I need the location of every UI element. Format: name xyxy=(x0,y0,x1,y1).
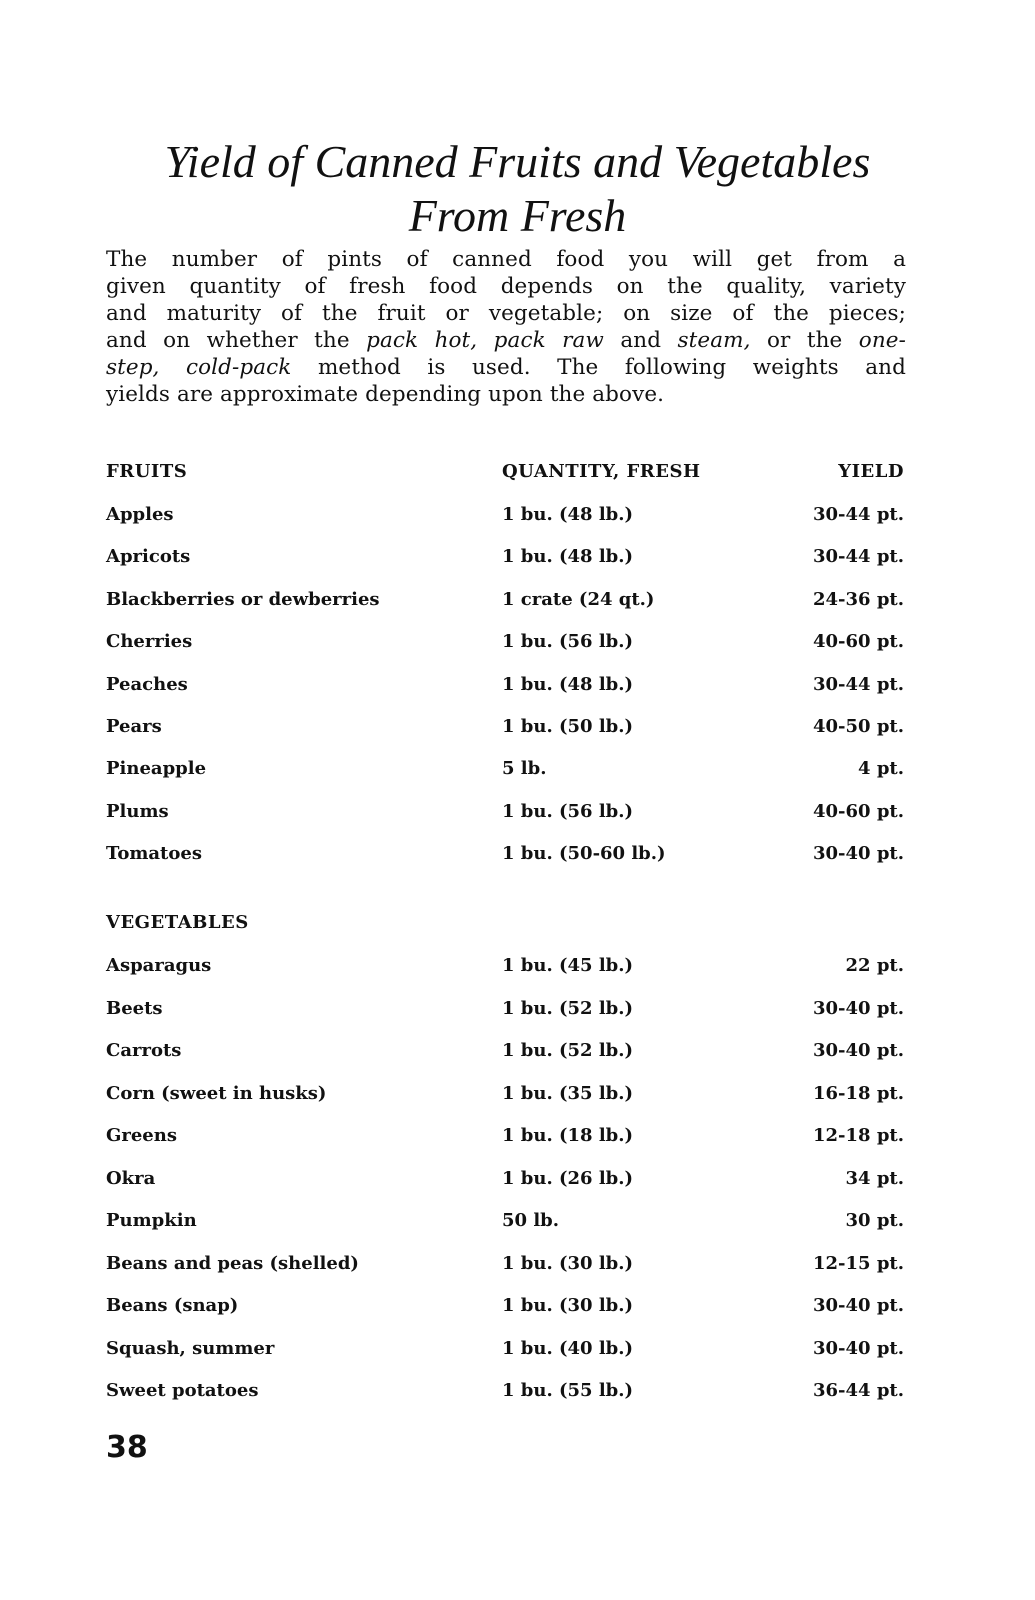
intro-emphasis: one- xyxy=(858,328,906,353)
item-name: Corn (sweet in husks) xyxy=(106,1082,327,1104)
item-name: Beans (snap) xyxy=(106,1295,239,1316)
item-name: Pineapple xyxy=(106,758,207,780)
item-quantity: 5 lb. xyxy=(502,758,547,780)
item-yield: 30-40 pt. xyxy=(812,1295,904,1316)
item-quantity: 1 bu. (30 lb.) xyxy=(502,1295,634,1316)
item-yield: 40-50 pt. xyxy=(812,716,904,737)
intro-line xyxy=(106,354,906,381)
item-quantity: 1 bu. (52 lb.) xyxy=(502,1040,634,1061)
column-header-fruits: FRUITS xyxy=(106,461,188,482)
item-quantity: 1 bu. (50-60 lb.) xyxy=(502,843,666,865)
item-quantity: 1 bu. (56 lb.) xyxy=(502,800,634,822)
item-yield: 30-44 pt. xyxy=(812,504,904,525)
item-name: Pumpkin xyxy=(106,1210,197,1231)
item-name: Plums xyxy=(106,800,169,822)
item-yield: 22 pt. xyxy=(845,955,904,976)
table-row xyxy=(106,1251,904,1277)
item-yield: 16-18 pt. xyxy=(812,1082,904,1104)
item-yield: 12-15 pt. xyxy=(812,1252,904,1274)
item-quantity: 1 bu. (55 lb.) xyxy=(502,1380,634,1401)
item-yield: 30-44 pt. xyxy=(812,673,904,695)
intro-text: and on whether the xyxy=(106,328,367,353)
item-yield: 30-44 pt. xyxy=(812,546,904,568)
item-yield: 36-44 pt. xyxy=(812,1380,904,1401)
intro-line: yields are approximate depending upon the above. xyxy=(106,382,665,407)
item-quantity: 1 bu. (48 lb.) xyxy=(502,504,634,525)
item-name: Cherries xyxy=(106,631,193,653)
item-yield: 4 pt. xyxy=(858,758,904,780)
table-row xyxy=(106,587,904,613)
item-name: Okra xyxy=(106,1167,156,1189)
item-quantity: 1 crate (24 qt.) xyxy=(502,588,655,610)
intro-emphasis: steam, xyxy=(677,328,751,353)
table-row xyxy=(106,502,904,528)
item-name: Blackberries or dewberries xyxy=(106,588,380,610)
item-yield: 34 pt. xyxy=(845,1167,904,1189)
item-name: Pears xyxy=(106,716,162,737)
intro-paragraph xyxy=(106,246,906,408)
table-row xyxy=(106,1208,904,1234)
intro-line: given quantity of fresh food depends on the quality, variety xyxy=(106,274,906,299)
item-quantity: 1 bu. (56 lb.) xyxy=(502,631,634,653)
item-name: Greens xyxy=(106,1125,177,1146)
item-quantity: 1 bu. (40 lb.) xyxy=(502,1337,634,1359)
table-row xyxy=(106,1081,904,1107)
intro-text: or the xyxy=(750,328,859,353)
table-row xyxy=(106,953,904,979)
table-row xyxy=(106,1336,904,1362)
table-row xyxy=(106,756,904,782)
column-header-yield: YIELD xyxy=(838,461,904,482)
table-row xyxy=(106,841,904,867)
item-quantity: 1 bu. (45 lb.) xyxy=(502,955,634,976)
table-row xyxy=(106,1038,904,1064)
vegetables-header: VEGETABLES xyxy=(106,912,249,933)
item-quantity: 1 bu. (50 lb.) xyxy=(502,716,634,737)
item-name: Beets xyxy=(106,997,163,1019)
item-yield: 30-40 pt. xyxy=(812,1337,904,1359)
item-name: Apples xyxy=(106,504,174,525)
item-yield: 30-40 pt. xyxy=(812,997,904,1019)
item-name: Sweet potatoes xyxy=(106,1380,259,1401)
item-quantity: 1 bu. (35 lb.) xyxy=(502,1082,634,1104)
page-number: 38 xyxy=(106,1430,148,1465)
intro-line: The number of pints of canned food you will get from a xyxy=(106,247,906,272)
item-name: Apricots xyxy=(106,546,191,568)
intro-line: and maturity of the fruit or vegetable; on size of the pieces; xyxy=(106,301,906,326)
table-row xyxy=(106,1166,904,1192)
table-row xyxy=(106,672,904,698)
intro-text: method is used. The following weights and xyxy=(291,355,906,380)
item-quantity: 1 bu. (18 lb.) xyxy=(502,1125,634,1146)
item-name: Beans and peas (shelled) xyxy=(106,1252,359,1274)
table-row xyxy=(106,1293,904,1319)
item-yield: 24-36 pt. xyxy=(812,588,904,610)
table-row xyxy=(106,714,904,740)
item-yield: 40-60 pt. xyxy=(812,800,904,822)
table-row xyxy=(106,799,904,825)
item-yield: 40-60 pt. xyxy=(812,631,904,653)
item-yield: 30-40 pt. xyxy=(812,843,904,865)
item-quantity: 1 bu. (48 lb.) xyxy=(502,673,634,695)
item-name: Peaches xyxy=(106,673,188,695)
item-name: Tomatoes xyxy=(106,843,202,865)
table-row xyxy=(106,629,904,655)
item-quantity: 1 bu. (30 lb.) xyxy=(502,1252,634,1274)
intro-text: and xyxy=(603,328,678,353)
table-row xyxy=(106,996,904,1022)
item-quantity: 1 bu. (26 lb.) xyxy=(502,1167,634,1189)
item-name: Squash, summer xyxy=(106,1337,275,1359)
page-title-line-1: Yield of Canned Fruits and Vegetables xyxy=(164,136,871,187)
intro-line xyxy=(106,327,906,354)
item-quantity: 50 lb. xyxy=(502,1210,560,1231)
item-yield: 30-40 pt. xyxy=(812,1040,904,1061)
item-yield: 30 pt. xyxy=(845,1210,904,1231)
fruits-header-row xyxy=(106,459,904,485)
intro-emphasis: pack hot, pack raw xyxy=(366,328,604,353)
item-name: Asparagus xyxy=(106,955,212,976)
item-quantity: 1 bu. (52 lb.) xyxy=(502,997,634,1019)
item-quantity: 1 bu. (48 lb.) xyxy=(502,546,634,568)
table-row xyxy=(106,1378,904,1404)
page-title-line-2: From Fresh xyxy=(408,190,627,241)
table-row xyxy=(106,1123,904,1149)
column-header-quantity: QUANTITY, FRESH xyxy=(502,461,701,482)
item-name: Carrots xyxy=(106,1040,182,1061)
table-row xyxy=(106,544,904,570)
intro-emphasis: step, cold-pack xyxy=(106,355,292,380)
item-yield: 12-18 pt. xyxy=(812,1125,904,1146)
